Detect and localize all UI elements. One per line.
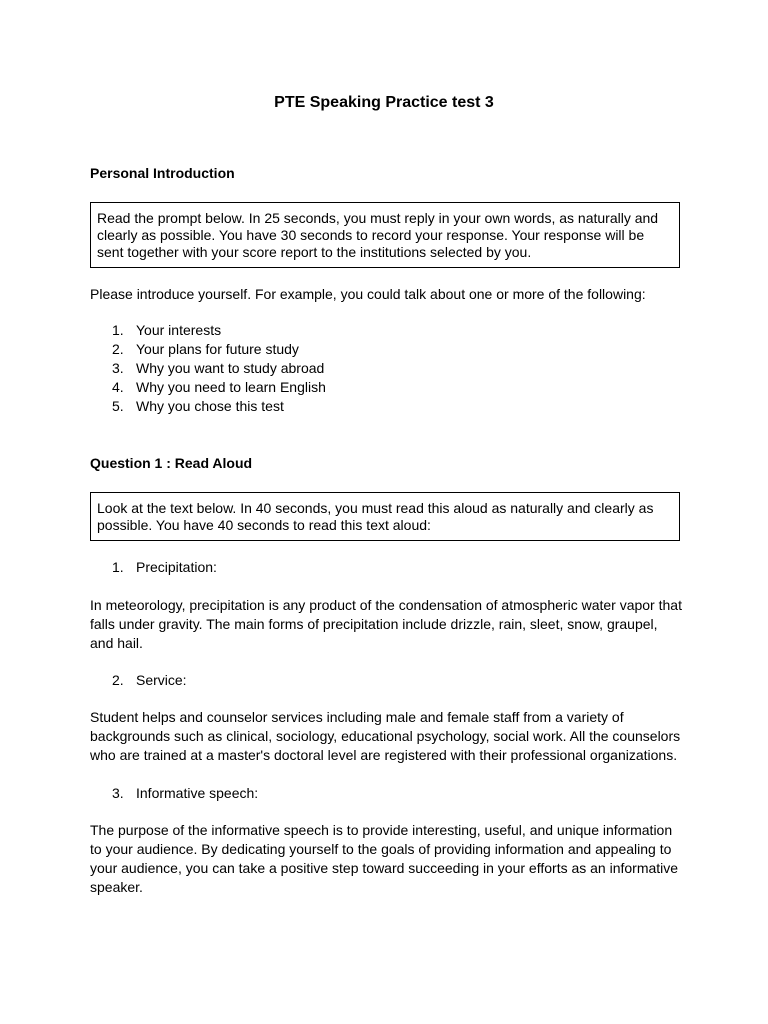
list-item xyxy=(90,359,326,378)
list-item-number: 5. xyxy=(112,398,124,414)
list-item-text: Your plans for future study xyxy=(136,341,299,357)
list-item-text: Your interests xyxy=(136,322,222,338)
list-item xyxy=(90,340,326,359)
passage-label-2 xyxy=(90,671,187,690)
personal-intro-topic-list xyxy=(90,321,326,416)
personal-intro-instruction-box xyxy=(90,202,680,268)
list-item-number: 4. xyxy=(112,379,124,395)
passage-text-1: In meteorology, precipitation is any product of the condensation of atmospheric water vapor that falls under gravity. The main forms of precipitation include drizzle, rain, sleet, snow, graupel, and hail. xyxy=(90,597,682,651)
list-item xyxy=(90,378,326,397)
page-title: PTE Speaking Practice test 3 xyxy=(274,94,494,111)
list-item-number: 3. xyxy=(112,360,124,376)
question1-instruction-text: Look at the text below. In 40 seconds, you must read this aloud as naturally and clearly as possible. You have 40 seconds to read this text aloud: xyxy=(97,500,654,533)
list-item-text: Why you want to study abroad xyxy=(136,360,325,376)
question1-instruction-box xyxy=(90,492,680,541)
list-item-number: 1. xyxy=(112,322,124,338)
passage-label: Precipitation: xyxy=(136,559,217,575)
passage-label-1 xyxy=(90,558,217,577)
list-item-text: Why you need to learn English xyxy=(136,379,326,395)
personal-intro-prompt: Please introduce yourself. For example, you could talk about one or more of the following: xyxy=(90,286,646,302)
passage-text-2: Student helps and counselor services including male and female staff from a variety of backgrounds such as clinical, sociology, educational psychology, social work. All the counselors who are trained at a master's doctoral level are registered with their professional organizations. xyxy=(90,709,681,763)
list-item xyxy=(90,321,326,340)
list-item xyxy=(90,558,217,577)
question1-heading: Question 1 : Read Aloud xyxy=(90,455,253,471)
list-item xyxy=(90,397,326,416)
personal-intro-heading: Personal Introduction xyxy=(90,165,235,181)
list-item-number: 1. xyxy=(112,559,124,575)
list-item-number: 2. xyxy=(112,672,124,688)
list-item-number: 2. xyxy=(112,341,124,357)
list-item xyxy=(90,671,187,690)
passage-label: Informative speech: xyxy=(136,785,259,801)
passage-label: Service: xyxy=(136,672,187,688)
list-item xyxy=(90,784,258,803)
passage-text-3: The purpose of the informative speech is to provide interesting, useful, and unique information to your audience. By dedicating yourself to the goals of providing information and appealing to your audience, you can take a positive step toward succeeding in your efforts as an informative speaker. xyxy=(90,822,679,895)
list-item-number: 3. xyxy=(112,785,124,801)
list-item-text: Why you chose this test xyxy=(136,398,284,414)
personal-intro-instruction-text: Read the prompt below. In 25 seconds, you must reply in your own words, as naturally and clearly as possible. You have 30 seconds to record your response. Your response will be sent together with your score report to the institutions selected by you. xyxy=(97,210,659,260)
passage-label-3 xyxy=(90,784,258,803)
